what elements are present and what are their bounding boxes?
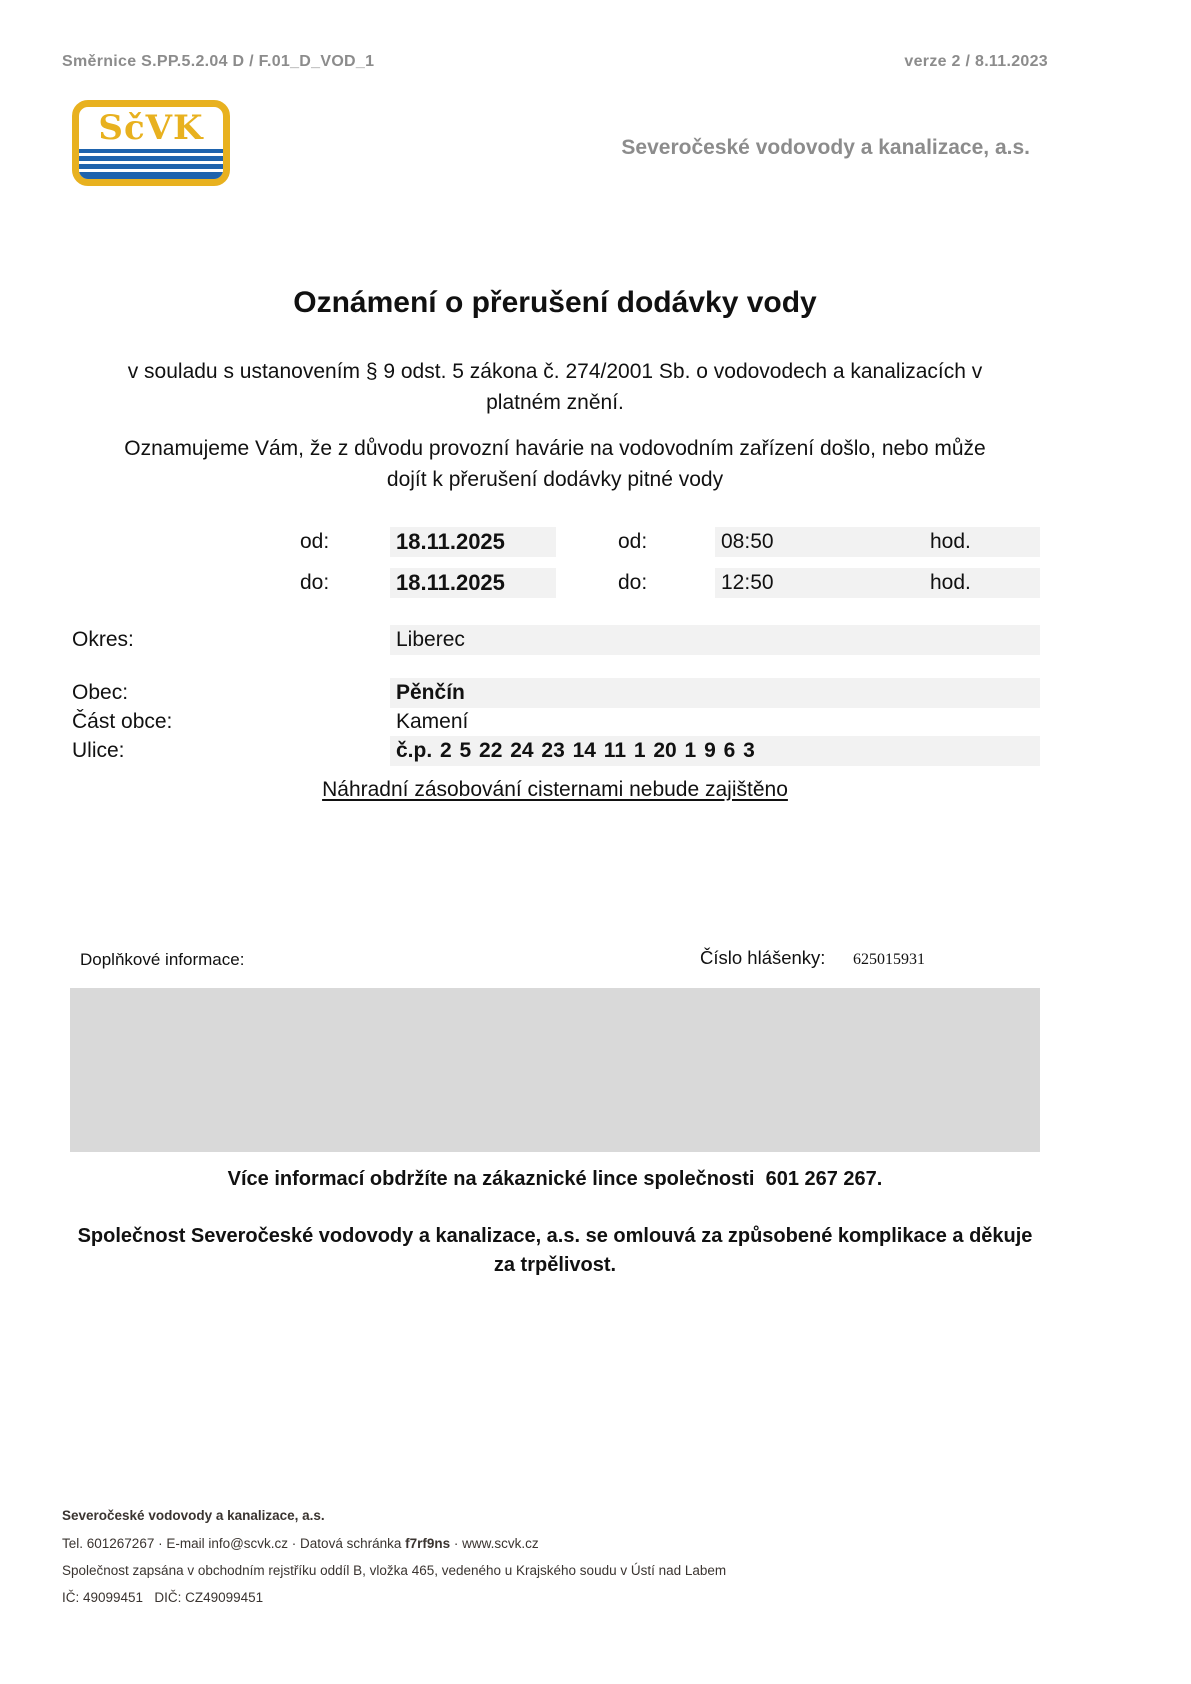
hour-suffix-to: hod. [930,571,971,594]
district-label: Okres: [72,628,134,651]
footer-company-ids: IČ: 49099451 DIČ: CZ49099451 [62,1590,264,1605]
municipality-label: Obec: [72,681,129,704]
customer-line-info: Více informací obdržíte na zákaznické lince společnosti 601 267 267. [227,1168,883,1190]
time-from-label: od: [618,530,648,553]
time-to-label: do: [618,571,648,594]
footer-databox-id: f7rf9ns [405,1536,451,1551]
hour-suffix-from: hod. [930,530,971,553]
scvk-logo-text: SčVK [98,108,204,148]
district-field [390,625,1040,655]
date-to-label: do: [300,571,330,594]
company-name: Severočeské vodovody a kanalizace, a.s. [621,136,1030,159]
additional-info-label: Doplňkové informace: [80,950,245,969]
version-info: verze 2 / 8.11.2023 [904,53,1048,70]
footer-company: Severočeské vodovody a kanalizace, a.s. [62,1508,325,1523]
report-number-label: Číslo hlášenky: [700,947,826,968]
legal-paragraph: v souladu s ustanovením § 9 odst. 5 zákona č. 274/2001 Sb. o vodovodech a kanalizacích v platném znění. [127,360,983,414]
part-label: Část obce: [72,710,173,733]
date-to-value: 18.11.2025 [396,570,505,595]
footer-contact [62,1536,539,1551]
street-label: Ulice: [72,739,125,762]
date-from-field [390,527,556,557]
apology-text: Společnost Severočeské vodovody a kanalizace, a.s. se omlouvá za způsobené komplikace a děkuje za trpělivost. [77,1225,1033,1276]
notice-title: Oznámení o přerušení dodávky vody [293,286,817,319]
street-field [390,736,1040,766]
additional-info-box [70,988,1040,1152]
footer-contact-prefix: Tel. 601267267 · E-mail info@scvk.cz · Datová schránka [62,1536,406,1551]
announcement-paragraph: Oznamujeme Vám, že z důvodu provozní havárie na vodovodním zařízení došlo, nebo může dojít k přerušení dodávky pitné vody [124,437,986,491]
date-from-value: 18.11.2025 [396,529,505,554]
district-value: Liberec [396,628,465,651]
supply-note: Náhradní zásobování cisternami nebude zajištěno [322,778,788,801]
municipality-value: Pěnčín [396,681,465,704]
date-from-label: od: [300,530,330,553]
date-to-field [390,568,556,598]
scvk-logo [72,100,230,186]
time-to-field [715,568,1040,598]
report-number-value: 625015931 [853,951,925,968]
time-from-value: 08:50 [721,530,774,553]
footer-contact-suffix: · www.scvk.cz [450,1536,539,1551]
time-to-value: 12:50 [721,571,774,594]
street-value: č.p. 2 5 22 24 23 14 11 1 20 1 9 6 3 [396,739,755,762]
scvk-logo-stripes [79,149,223,179]
footer-registration: Společnost zapsána v obchodním rejstříku oddíl B, vložka 465, vedeného u Krajského soudu v Ústí nad Labem [62,1563,727,1578]
time-from-field [715,527,1040,557]
municipality-field [390,678,1040,708]
directive-reference: Směrnice S.PP.5.2.04 D / F.01_D_VOD_1 [62,53,375,70]
part-value: Kamení [396,710,469,733]
